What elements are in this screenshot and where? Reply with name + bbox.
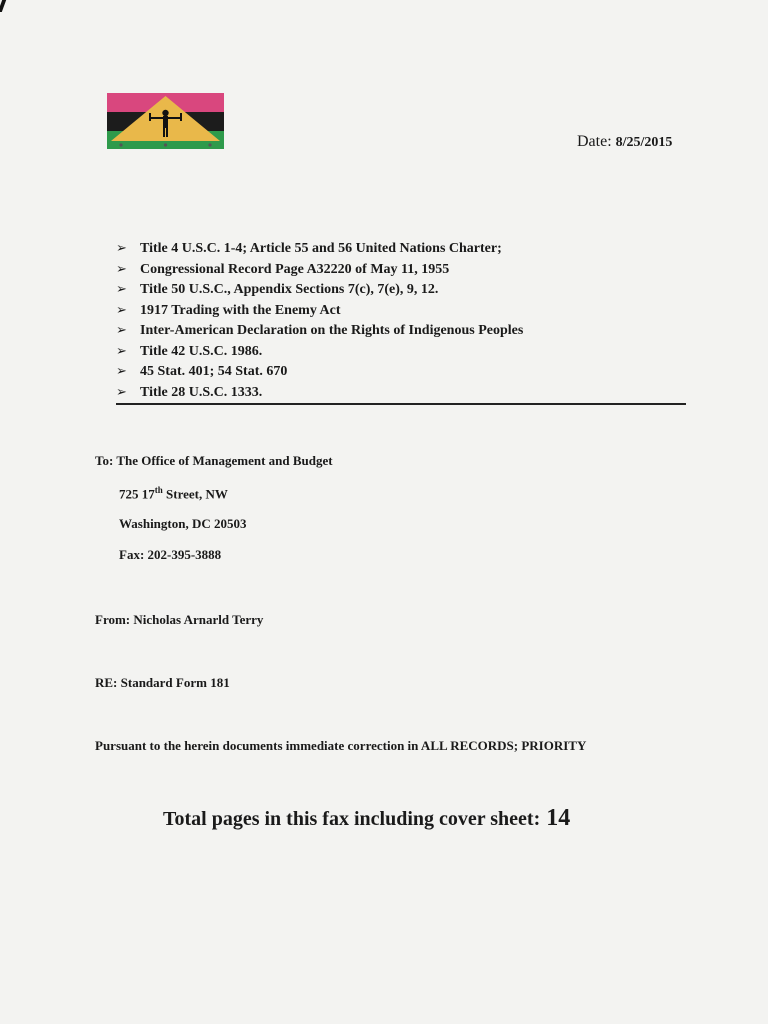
divider <box>116 403 686 405</box>
city-line: Washington, DC 20503 <box>119 516 247 531</box>
total-pages-label: Total pages in this fax including cover sheet: <box>163 808 541 830</box>
re-line: RE: Standard Form 181 <box>95 675 230 690</box>
pursuant-line: Pursuant to the herein documents immediate correction in ALL RECORDS; PRIORITY <box>95 738 587 753</box>
arrow-bullet-icon: ➢ <box>116 301 127 317</box>
list-item: ➢ Title 42 U.S.C. 1986. <box>116 341 523 362</box>
flag-logo <box>107 93 224 149</box>
total-pages <box>163 805 570 832</box>
scan-mark <box>0 0 6 12</box>
reference-list <box>116 238 523 402</box>
list-item: ➢ Inter-American Declaration on the Rights of Indigenous Peoples <box>116 320 523 341</box>
arrow-bullet-icon: ➢ <box>116 363 127 378</box>
arrow-bullet-icon: ➢ <box>116 240 127 255</box>
arrow-bullet-icon: ➢ <box>116 342 127 358</box>
from-line: From: Nicholas Arnarld Terry <box>95 612 264 627</box>
date-label: Date: <box>577 133 612 150</box>
list-item: ➢ Title 50 U.S.C., Appendix Sections 7(c), 7(e), 9, 12. <box>116 279 523 300</box>
arrow-bullet-icon: ➢ <box>116 281 127 296</box>
list-item: ➢ 1917 Trading with the Enemy Act <box>116 300 523 321</box>
street-address: 725 17th Street, NW <box>119 485 228 502</box>
date-line <box>577 133 672 151</box>
arrow-bullet-icon: ➢ <box>116 383 127 399</box>
list-item: ➢ 45 Stat. 401; 54 Stat. 670 <box>116 361 523 382</box>
date-value: 8/25/2015 <box>615 135 673 150</box>
list-item: ➢ Title 4 U.S.C. 1-4; Article 55 and 56 United Nations Charter; <box>116 238 523 259</box>
fax-number: Fax: 202-395-3888 <box>119 547 222 562</box>
list-item: ➢ Title 28 U.S.C. 1333. <box>116 382 523 403</box>
arrow-bullet-icon: ➢ <box>116 260 127 276</box>
total-pages-value: 14 <box>546 805 571 831</box>
arrow-bullet-icon: ➢ <box>116 322 127 337</box>
list-item: ➢ Congressional Record Page A32220 of May 11, 1955 <box>116 259 523 280</box>
to-line: To: The Office of Management and Budget <box>95 453 333 468</box>
